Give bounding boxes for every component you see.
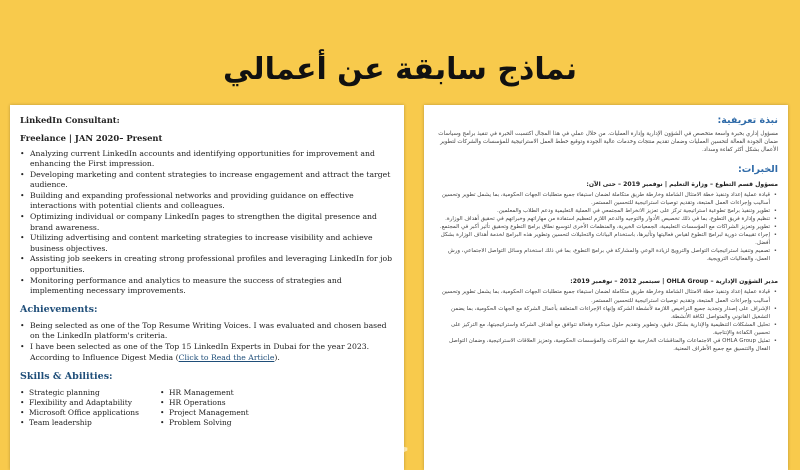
achievement-end: ). xyxy=(274,352,280,362)
experience-heading: الخبرات: xyxy=(737,163,778,175)
list-item: • Project Management xyxy=(158,408,298,418)
list-item: • Problem Solving xyxy=(158,418,298,428)
about-heading: نبذة تعريفية: xyxy=(717,115,778,126)
job-title: مدير الشؤون الإدارية – OHLA Group | سبتمبر 2012 – نوفمبر 2019: xyxy=(570,278,778,286)
list-item: • Flexibility and Adaptability xyxy=(18,398,158,408)
list-item: • تنظيم وإدارة فريق التطوع، بما في ذلك تخصيص الأدوار والتوجيه والدعم اللازم لتعظيم استفادة من مهاراتهم وخبراتهم في تحقيق أهداف الوزارة. xyxy=(434,215,778,223)
list-item: • تصميم وتنفيذ استراتيجيات التواصل والترويج لزيادة الوعي والمشاركة في برامج التطوع، بما في ذلك استخدام وسائل التواصل الاجتماعي، ورش العمل، والفعاليات الترويجية. xyxy=(434,247,778,263)
list-item: • HR Management xyxy=(158,388,298,398)
article-link[interactable]: Click to Read the Article xyxy=(178,352,275,362)
skills-column-2 xyxy=(158,388,298,429)
list-item: • قيادة عملية إعداد وتنفيذ خطة الامتثال الشاملة وخارطة طريق متكاملة لضمان استيفاء جميع متطلبات الجهات الحكومية، بما يشمل تطوير وتحسين أساليب وإجراءات العمل المتبعة، وتقديم توصيات استراتيجية للتحسين المستمر. xyxy=(434,288,778,304)
list-item: • تطوير وتنفيذ برامج تطوعية استراتيجية تركز على تعزيز الانخراط المجتمعي في العملية التعليمية ودعم الطلاب والمعلمين. xyxy=(434,207,778,215)
list-item: • Strategic planning xyxy=(18,388,158,398)
job-engagement: Freelance | JAN 2020– Present xyxy=(20,133,163,143)
list-item xyxy=(18,342,394,363)
achievements-heading: Achievements: xyxy=(20,304,98,316)
job-duties-list xyxy=(434,191,778,264)
list-item: • إجراء تقييمات دورية لبرامج التطوع لقياس فعاليتها وتأثيرها، باستخدام البيانات والتحليلات لتحسين وتطوير هذه البرامج لخدمة أهداف الوزارة بشكل أفضل. xyxy=(434,231,778,247)
arabic-resume-sample xyxy=(424,105,788,470)
list-item: • Monitoring performance and analytics to measure the success of strategies and implementing necessary improvements. xyxy=(18,276,394,297)
list-item: • تحليل المشكلات التنظيمية والإدارية بشكل دقيق، وتطوير وتقديم حلول مبتكرة وفعالة تتوافق مع أهداف الشركة واستراتيجيتها، مع التركيز على تحسين الكفاءة والإنتاجية. xyxy=(434,321,778,337)
duties-list xyxy=(18,149,394,296)
about-text: مسؤول إداري بخبرة واسعة متخصص في الشؤون الإدارية وإدارة العمليات. من خلال عملي في هذا المجال اكتسبت الخبرة في تنفيذ برامج وسياسات ضمان الجودة الفعالة لتحسين العمليات وضمان تقديم منتجات وخدمات عالية الجودة وتوقيع خطط العمل الاستراتيجية للمؤسسات والشركات لتطوير الأعمال بشكل أكثر كفاءة وسداد. xyxy=(438,131,778,154)
list-item: • Building and expanding professional networks and providing guidance on effective interactions with potential clients and colleagues. xyxy=(18,191,394,212)
list-item: • Assisting job seekers in creating strong professional profiles and leveraging LinkedIn for job opportunities. xyxy=(18,254,394,275)
list-item: • Optimizing individual or company LinkedIn pages to strengthen the digital presence and brand awareness. xyxy=(18,212,394,233)
list-item: • Developing marketing and content strategies to increase engagement and attract the target audience. xyxy=(18,170,394,191)
list-item: • HR Operations xyxy=(158,398,298,408)
achievement-text: I have been selected as one of the Top 15 LinkedIn Experts in Dubai for the year 2023. According to Influence Digest Media ( xyxy=(30,342,370,362)
page-heading: نماذج سابقة عن أعمالي xyxy=(222,52,578,87)
list-item: • Team leadership xyxy=(18,418,158,428)
skills-columns xyxy=(18,388,394,429)
list-item: • تمثيل OHLA Group في الاجتماعات والمناقشات الخارجية مع الشركات والمؤسسات الحكومية، وتعزيز العلاقات الاستراتيجية، وضمان التواصل الفعال والتنسيق مع جميع الأطراف المعنية. xyxy=(434,337,778,353)
job-role: LinkedIn Consultant: xyxy=(20,115,120,125)
list-item: • قيادة عملية إعداد وتنفيذ خطة الامتثال الشاملة وخارطة طريق متكاملة لضمان استيفاء جميع متطلبات الجهات الحكومية، بما يشمل تطوير وتحسين أساليب وإجراءات العمل المتبعة، وتقديم توصيات استراتيجية للتحسين المستمر. xyxy=(434,191,778,207)
job-title: مسؤول قسم التطوع – وزارة التعليم | نوفمبر 2019 – حتى الآن: xyxy=(586,180,778,188)
list-item: • Utilizing advertising and content marketing strategies to increase visibility and achieve business objectives. xyxy=(18,233,394,254)
achievements-list xyxy=(18,321,394,363)
list-item: • Being selected as one of the Top Resume Writing Voices. I was evaluated and chosen based on the LinkedIn platform's criteria. xyxy=(18,321,394,342)
skills-column-1 xyxy=(18,388,158,429)
job-duties-list xyxy=(434,288,778,353)
list-item: • تطوير وتعزيز الشراكات مع المؤسسات التعليمية، الجمعيات الخيرية، والمنظمات الأخرى لتوسيع نطاق برامج التطوع وتحقيق تأثير أكبر في المجتمع. xyxy=(434,223,778,231)
skills-heading: Skills & Abilities: xyxy=(20,370,113,382)
site-watermark: خمسات xyxy=(326,436,410,461)
list-item: • Analyzing current LinkedIn accounts and identifying opportunities for improvement and enhancing the First impression. xyxy=(18,149,394,170)
list-item: • Microsoft Office applications xyxy=(18,408,158,418)
list-item: • الإشراف على إصدار وتجديد جميع التراخيص اللازمة لأنشطة الشركة وإنهاء الإجراءات المتعلقة بأعمال الشركة مع الجهات الحكومية، بما يضمن التشغيل القانوني والمتواصل لكافة الأنشطة. xyxy=(434,305,778,321)
english-resume-sample xyxy=(10,105,404,470)
